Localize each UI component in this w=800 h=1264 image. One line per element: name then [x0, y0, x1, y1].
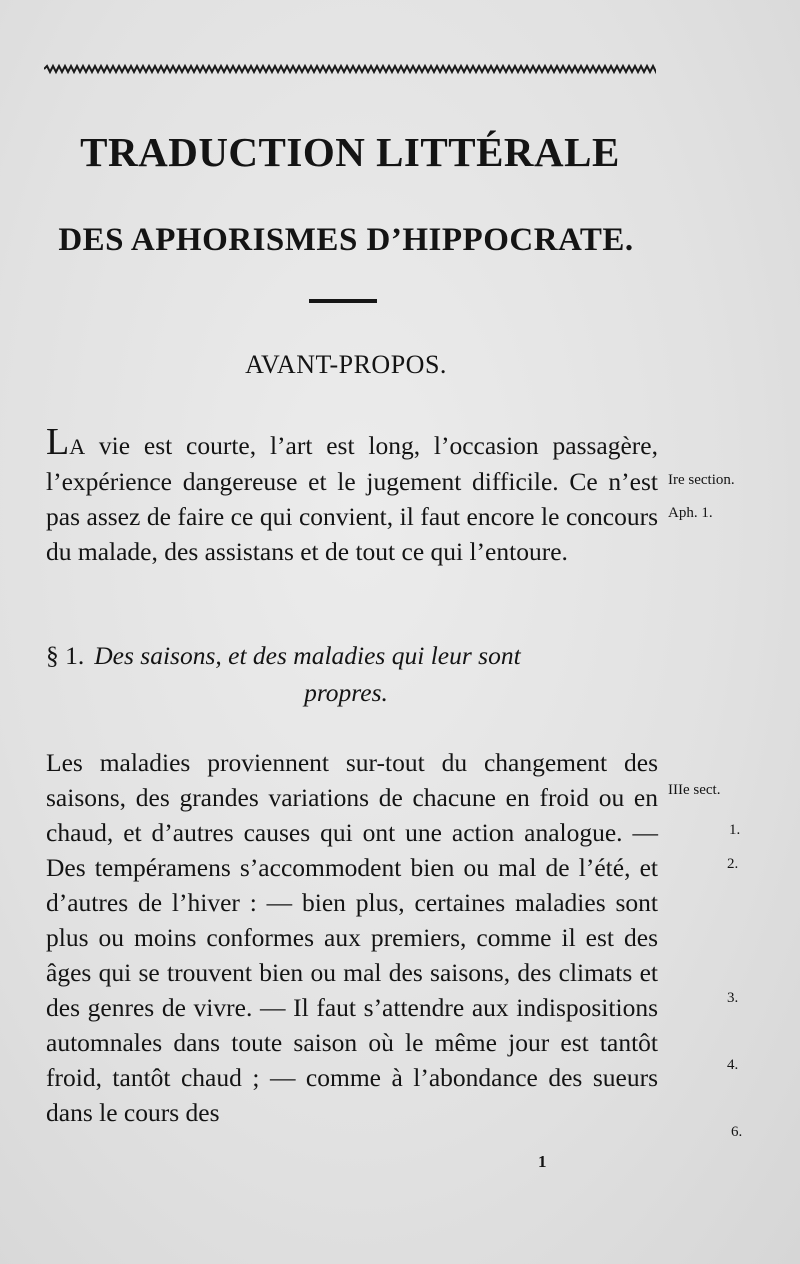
section-number: § 1.	[46, 641, 85, 670]
ornamental-rule	[44, 63, 656, 75]
paragraph-maladies: Les maladies proviennent sur-tout du changement des saisons, des grandes variations de chacune en froid ou en chaud, et d’autres causes qui ont une action analogue. — Des tempéramens s’accommodent bien ou mal de l’été, et d’autres de l’hiver : — bien plus, certaines maladies sont plus ou moins conformes aux premiers, comme il est des âges qui se trouvent bien ou mal des saisons, des climats et des genres de vivre. — Il faut s’attendre aux indispositions automnales dans toute saison où le même jour est tantôt froid, tantôt chaud ; — comme à l’abondance des sueurs dans le cours des	[46, 748, 658, 1127]
section-title-line-1: § 1. Des saisons, et des maladies qui leur sont	[46, 641, 521, 670]
margin-note-4: 4.	[727, 1057, 739, 1073]
main-subtitle: DES APHORISMES D’HIPPOCRATE.	[58, 222, 634, 258]
margin-note-section-1: Ire section.	[668, 472, 735, 488]
margin-note-section-3: IIIe sect.	[668, 782, 721, 798]
margin-note-3: 3.	[727, 990, 739, 1006]
section-heading: AVANT-PROPOS.	[245, 350, 447, 379]
margin-note-2: 2.	[727, 856, 739, 872]
margin-note-6: 6.	[731, 1124, 743, 1140]
title-divider	[309, 299, 377, 303]
page-number: 1	[538, 1152, 547, 1171]
drop-cap: LA	[46, 421, 86, 463]
paragraph-avant-propos	[46, 421, 658, 569]
paragraph-text: vie est courte, l’art est long, l’occasion passagère, l’expérience dangereuse et le jugement difficile. Ce n’est pas assez de faire ce qui convient, il faut encore le concours du malade, des assistans et de tout ce qui l’entoure.	[46, 431, 658, 566]
section-title-line-2: propres.	[304, 678, 388, 707]
main-title: TRADUCTION LITTÉRALE	[80, 129, 620, 175]
margin-note-1: 1.	[729, 822, 741, 838]
margin-note-aph-1: Aph. 1.	[668, 505, 713, 521]
